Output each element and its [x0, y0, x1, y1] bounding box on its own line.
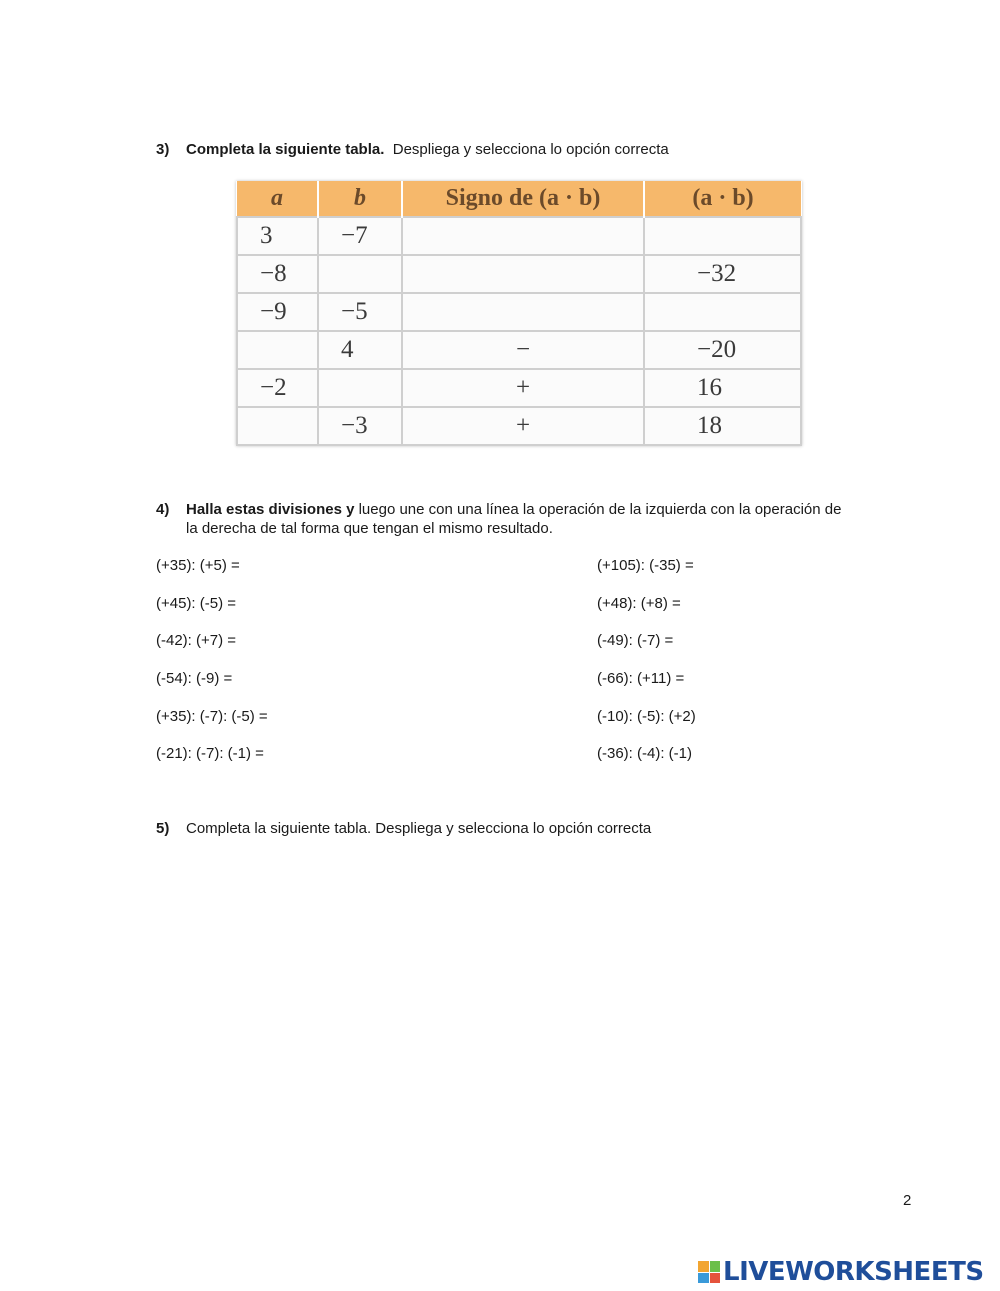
- question-5-number: 5): [156, 820, 170, 837]
- cell-sign: −: [402, 331, 644, 369]
- table-row: [237, 293, 801, 331]
- cell-b[interactable]: [318, 255, 402, 293]
- header-b: b: [318, 181, 402, 217]
- header-a: a: [237, 181, 318, 217]
- cell-sign[interactable]: [402, 217, 644, 255]
- cell-b: −7: [318, 217, 402, 255]
- left-operation[interactable]: (+45): (-5) =: [156, 595, 237, 612]
- cell-b[interactable]: [318, 369, 402, 407]
- question-3-number: 3): [156, 141, 170, 158]
- left-operation[interactable]: (-42): (+7) =: [156, 632, 237, 649]
- cell-a: −9: [237, 293, 318, 331]
- left-operation[interactable]: (+35): (+5) =: [156, 557, 240, 574]
- cell-b: −5: [318, 293, 402, 331]
- right-operation[interactable]: (+48): (+8) =: [597, 595, 681, 612]
- question-4-instruction-line2: la derecha de tal forma que tengan el mismo resultado.: [186, 520, 553, 537]
- question-4-instruction-line1: luego une con una línea la operación de la izquierda con la operación de: [358, 501, 842, 518]
- question-4-number: 4): [156, 501, 170, 518]
- cell-product[interactable]: [644, 293, 801, 331]
- cell-sign: +: [402, 369, 644, 407]
- page-number: 2: [903, 1192, 912, 1209]
- left-operation[interactable]: (-21): (-7): (-1) =: [156, 745, 264, 762]
- question-3-instruction: Despliega y selecciona lo opción correcta: [392, 141, 669, 158]
- cell-a: 3: [237, 217, 318, 255]
- cell-product: −32: [644, 255, 801, 293]
- right-operation[interactable]: (-49): (-7) =: [597, 632, 674, 649]
- header-sign: Signo de (a · b): [402, 181, 644, 217]
- table-row: [237, 331, 801, 369]
- table-row: [237, 255, 801, 293]
- table-row: [237, 407, 801, 445]
- multiplication-table: [236, 181, 802, 446]
- question-3: [156, 140, 669, 159]
- logo-mark-icon: [698, 1261, 720, 1283]
- header-product: (a · b): [644, 181, 801, 217]
- right-operation[interactable]: (-66): (+11) =: [597, 670, 685, 687]
- right-operation[interactable]: (-36): (-4): (-1): [597, 745, 692, 762]
- cell-product: 16: [644, 369, 801, 407]
- table-row: [237, 217, 801, 255]
- cell-sign: +: [402, 407, 644, 445]
- cell-product: 18: [644, 407, 801, 445]
- right-operation[interactable]: (+105): (-35) =: [597, 557, 694, 574]
- cell-b: −3: [318, 407, 402, 445]
- question-5: [156, 819, 651, 838]
- right-operation[interactable]: (-10): (-5): (+2): [597, 708, 696, 725]
- left-operation[interactable]: (+35): (-7): (-5) =: [156, 708, 268, 725]
- cell-a: −8: [237, 255, 318, 293]
- table-row: [237, 369, 801, 407]
- cell-a: −2: [237, 369, 318, 407]
- cell-b: 4: [318, 331, 402, 369]
- question-4: [156, 500, 841, 538]
- question-5-instruction: Completa la siguiente tabla. Despliega y selecciona lo opción correcta: [186, 820, 652, 837]
- cell-sign[interactable]: [402, 255, 644, 293]
- logo-text: LIVEWORKSHEETS: [723, 1257, 984, 1287]
- cell-a[interactable]: [237, 331, 318, 369]
- cell-a[interactable]: [237, 407, 318, 445]
- left-operation[interactable]: (-54): (-9) =: [156, 670, 233, 687]
- cell-sign[interactable]: [402, 293, 644, 331]
- liveworksheets-logo[interactable]: [698, 1257, 984, 1287]
- question-4-title: Halla estas divisiones y: [186, 501, 355, 518]
- cell-product[interactable]: [644, 217, 801, 255]
- question-3-title: Completa la siguiente tabla.: [186, 141, 385, 158]
- table-header-row: [237, 181, 801, 217]
- cell-product: −20: [644, 331, 801, 369]
